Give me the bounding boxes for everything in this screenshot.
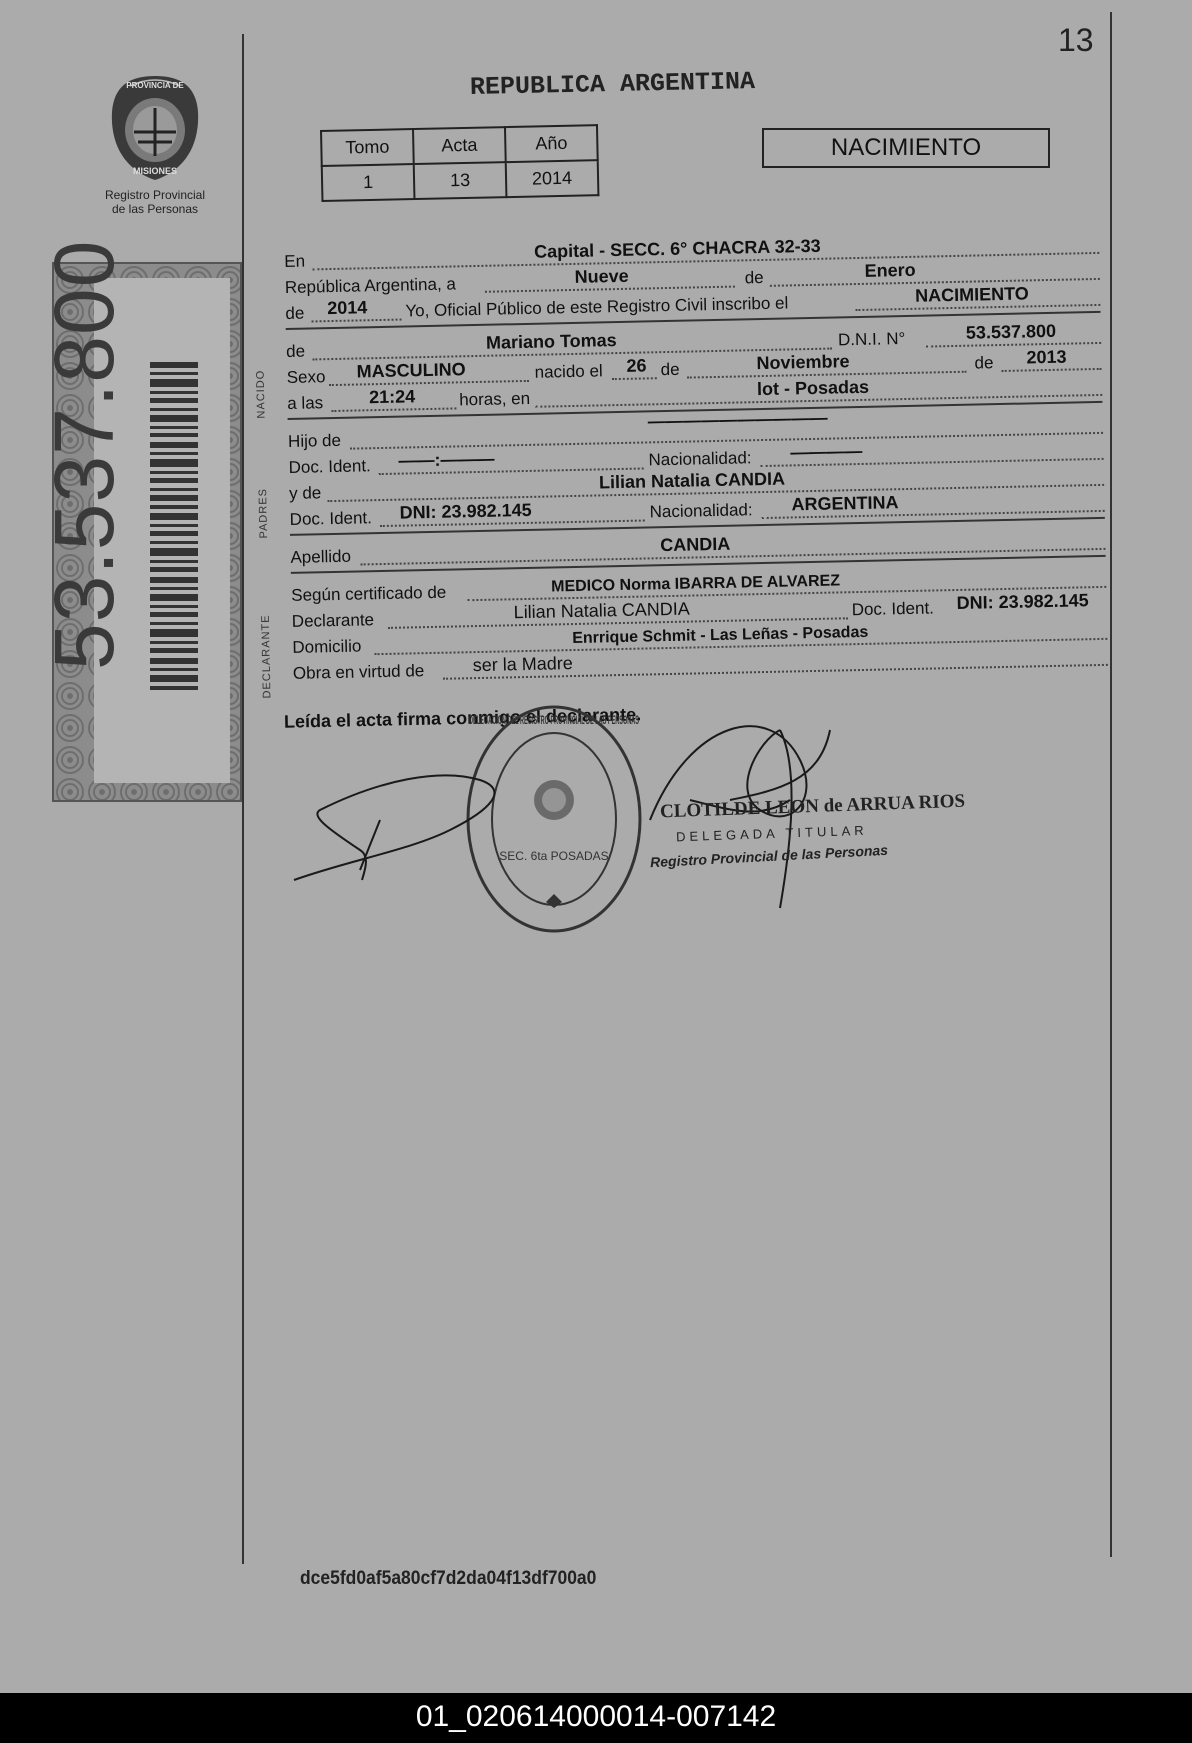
dotted-rule [1002,368,1102,372]
footer-code: 01_020614000014-007142 [415,1700,777,1733]
acta-header: Acta [413,127,506,164]
anio-header: Año [505,125,598,162]
tomo-value: 1 [322,164,415,201]
domicilio-value: Enrrique Schmit - Las Leñas - Posadas [572,623,869,648]
madre-nac-value: ARGENTINA [791,492,899,515]
declarante-value: Lilian Natalia CANDIA [513,598,690,623]
registro-text: Yo, Oficial Público de este Registro Civil inscribo el [405,293,789,321]
dia-value: Nueve [574,265,629,287]
sexo-value: MASCULINO [356,359,466,382]
registry-table [320,124,599,202]
page-number: 13 [1058,22,1094,58]
padre-doc-label: Doc. Ident. [288,456,371,477]
lugar-nac-value: lot - Posadas [756,376,870,400]
seal-inner-text: SEC. 6ta POSADAS [499,849,609,863]
section-label-declarante: DECLARANTE [259,614,274,699]
left-margin-line [242,34,244,1564]
dni-label: D.N.I. N° [837,329,906,350]
declarante-doc-value: DNI: 23.982.145 [956,590,1089,613]
nombre-value: Mariano Tomas [485,330,617,353]
acta-value: 13 [414,162,507,199]
official-role: DELEGADA TITULAR [675,822,868,845]
barcode-icon [150,362,198,692]
dni-value: 53.537.800 [965,320,1057,343]
anio-nac-value: 2013 [1026,346,1067,368]
madre-doc-value: DNI: 23.982.145 [399,499,532,523]
certificado-value: MEDICO Norma IBARRA DE ALVAREZ [550,572,841,596]
document-hash: dce5fd0af5a80cf7d2da04f13df700a0 [300,1568,597,1589]
right-margin-line [1110,12,1112,1557]
sexo-label: Sexo [286,367,326,387]
y-de-label: y de [288,483,322,503]
madre-nac-label: Nacionalidad: [649,500,753,522]
hora-value: 21:24 [368,386,416,408]
closing-statement: Leída el acta firma conmigo el declarante. [283,704,642,732]
obra-label: Obra en virtud de [292,661,425,683]
crest-bottom-text: MISIONES [132,166,178,176]
obra-value: ser la Madre [472,653,574,676]
act-type-box: NACIMIENTO [762,128,1050,168]
de-mes-label: de [660,359,680,380]
certificado-label: Según certificado de [291,582,447,605]
nacido-label: nacido el [534,361,603,382]
republica-label: República Argentina, a [284,274,457,297]
en-label: En [284,251,306,271]
dotted-rule [331,407,456,412]
padre-value: —————————— [647,407,828,432]
dotted-rule [612,377,657,380]
tomo-header: Tomo [321,129,414,166]
apellido-value: CANDIA [660,533,731,556]
madre-doc-label: Doc. Ident. [289,508,373,529]
registry-table-value-row [322,160,599,201]
mes-value: Enero [864,259,916,281]
acto-value: NACIMIENTO [914,283,1029,306]
registry-table-header-row [321,125,598,166]
de-anio-nac-label: de [974,353,994,373]
de-anio-label: de [285,303,305,323]
official-entity: Registro Provincial de las Personas [649,841,889,871]
hijo-de-label: Hijo de [287,430,342,451]
seal-ring-text: DELEGACION DEL REGISTRO PROVINCIAL DE LAS PERSONAS [469,713,639,727]
a-las-label: a las [287,393,324,413]
crest-top-text: PROVINCIA DE [126,81,184,90]
sticker-number: 53.537.800 [37,239,131,670]
padre-nac-value: ———— [790,440,863,463]
declarante-label: Declarante [291,610,375,631]
dotted-rule [312,319,402,323]
de-label: de [744,267,764,288]
registry-label [90,188,220,216]
padre-doc-value: ——:——— [398,448,495,471]
declarant-signature [290,760,520,890]
section-label-nacido: NACIDO [254,369,268,419]
domicilio-label: Domicilio [292,636,362,657]
form-body [254,231,1099,699]
de-nombre-label: de [285,341,306,361]
document-title: REPUBLICA ARGENTINA [469,67,756,102]
declarante-doc-label: Doc. Ident. [851,598,935,620]
dia-nac-value: 26 [626,355,647,376]
provincial-crest-icon [108,72,202,184]
madre-value: Lilian Natalia CANDIA [598,468,786,493]
registry-label-line1: Registro Provincial [104,188,206,202]
registry-label-line2: de las Personas [111,202,199,216]
anio-registro-value: 2014 [327,297,368,319]
anio-value: 2014 [506,160,599,197]
horas-label: horas, en [459,388,531,410]
lugar-value: Capital - SECC. 6° CHACRA 32-33 [533,235,821,262]
section-label-padres: PADRES [257,487,271,539]
padre-nac-label: Nacionalidad: [648,448,752,470]
apellido-label: Apellido [290,546,352,567]
mes-nac-value: Noviembre [756,351,850,374]
official-name: CLOTILDE LEON de ARRUA RIOS [659,790,966,823]
